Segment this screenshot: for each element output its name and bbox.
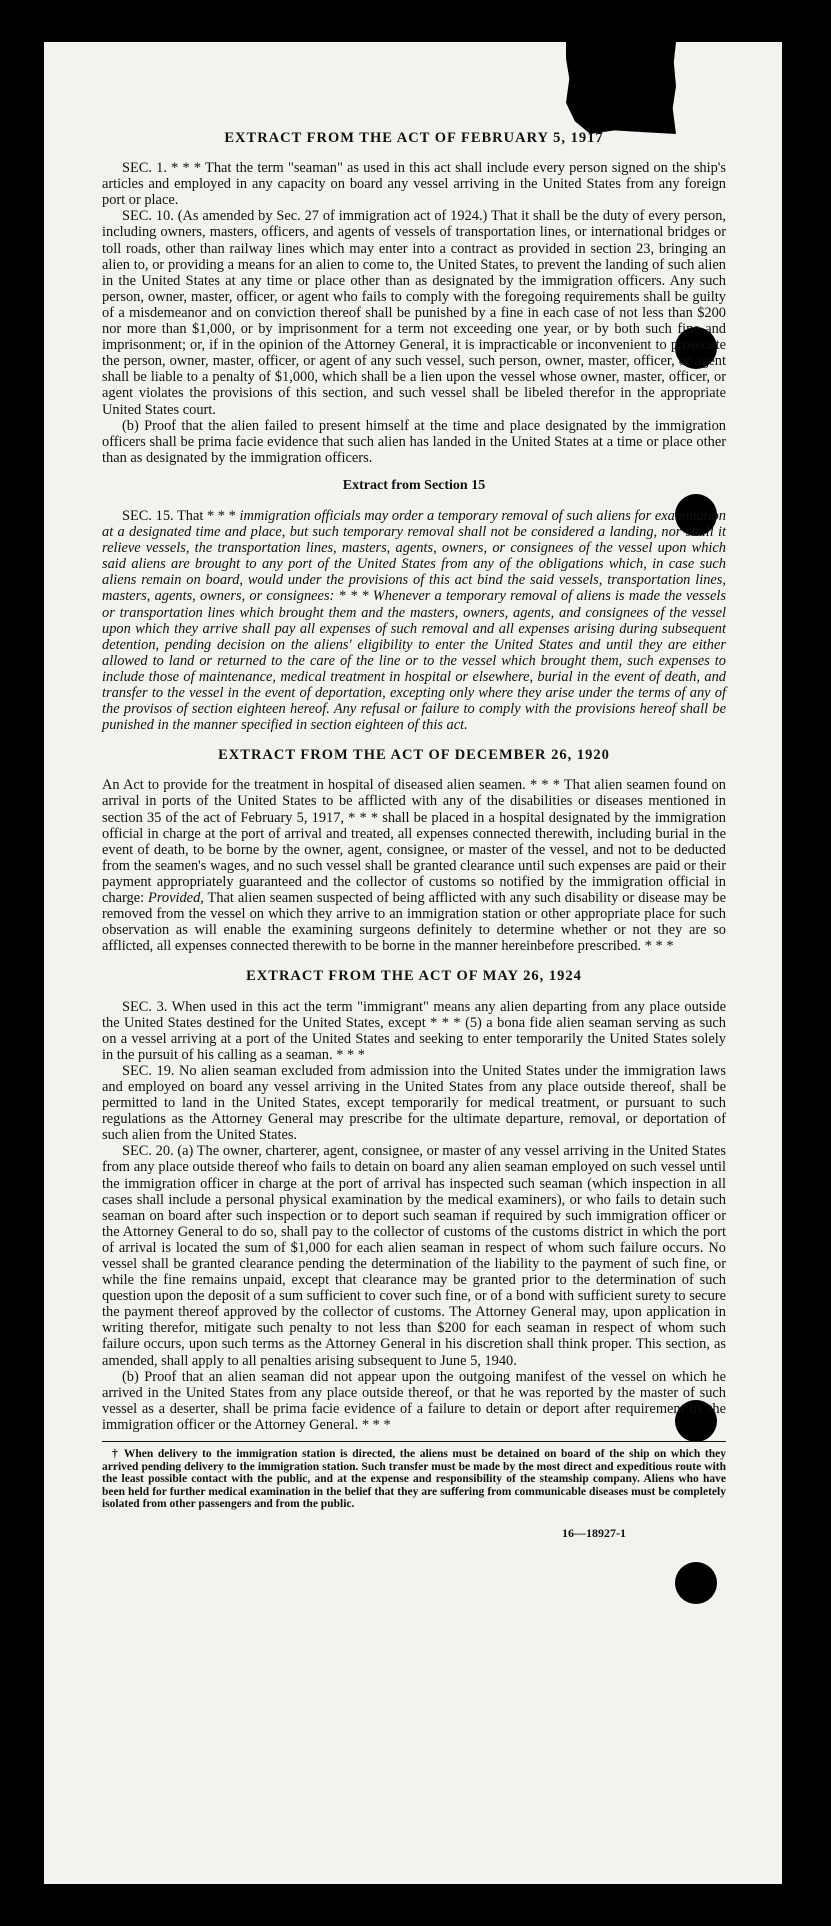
paragraph-sec-15 (102, 508, 726, 733)
act-1920-text-end: That alien seamen suspected of being afflicted with any such disability or disease may be removed from the vessel on which they arrive to an immigration station or other appropriate place for such observation as will enable the examining surgeons definitely to determine whether or not they are so afflicted, all expenses connected therewith to be borne in the manner hereinbefore prescribed. * * * (102, 890, 726, 955)
sec-15-lead: SEC. 15. That * * * (122, 507, 240, 524)
heading-act-1924: EXTRACT FROM THE ACT OF MAY 26, 1924 (246, 968, 582, 985)
paragraph-sec-3: SEC. 3. When used in this act the term "immigrant" means any alien departing from any place outside the United States destined for the United States, except * * * (5) a bona fide alien seaman serving as such on a vessel arriving at a port of the United States and seeking to enter temporarily the United States solely in the pursuit of his calling as a seaman. * * * (102, 998, 726, 1063)
paragraph-sec-10: SEC. 10. (As amended by Sec. 27 of immigration act of 1924.) That it shall be the duty of every person, including owners, masters, officers, and agents of vessels of transportation lines, or international bridges or toll roads, other than railway lines which may enter into a contract as provided in section 23, bringing an alien to, or providing a means for an alien to come to, the United States, to prevent the landing of such alien in the United States at any time or place other than as designated by the immigration officers. Any such person, owner, master, officer, or agent who fails to comply with the foregoing requirements shall be guilty of a misdemeanor and on conviction thereof shall be punished by a fine in each case of not less than $200 nor more than $1,000, or by imprisonment for a term not exceeding one year, or by both such fine and imprisonment; or, if in the opinion of the Attorney General, it is impracticable or inconvenient to prosecute the person, owner, master, officer, or agent of any such vessel, such person, owner, master, officer, or agent shall be liable to a penalty of $1,000, which shall be a lien upon the vessel whose owner, master, officer, or agent violates the provisions of this section, and such vessel shall be libeled therefor in the appropriate United States court. (102, 208, 726, 418)
punch-hole-4 (675, 1562, 717, 1604)
paragraph-act-1920 (102, 777, 726, 954)
paragraph-sec-1: SEC. 1. * * * That the term "seaman" as used in this act shall include every person signed on the ship's articles and employed in any capacity on board any vessel arriving in the United States from any foreign port or place. (102, 160, 726, 209)
document-page (44, 42, 782, 1884)
paragraph-sec-20-a: SEC. 20. (a) The owner, charterer, agent, consignee, or master of any vessel arriving in the United States from any place outside thereof who fails to detain on board any alien seaman employed on such vessel until the immigration officer in charge at the port of arrival has inspected such seaman (which inspection in all cases shall include a personal physical examination by the medical examiners), or who fails to detain such seaman on board after such inspection or to deport such seaman if required by such immigration officer or the Attorney General to do so, shall pay to the collector of customs of the customs district in which the port of arrival is located the sum of $1,000 for each alien seaman in respect of whom such failure occurs. No vessel shall be granted clearance pending the determination of the liability to the payment of such fine, or while the fine remains unpaid, except that clearance may be granted prior to the determination of such question upon the deposit of a sum sufficient to cover such fine, or of a bond with sufficient surety to secure the payment thereof approved by the collector of customs. The Attorney General may, upon application in writing therefor, mitigate such penalty to not less than $200 for each seaman in respect of whom such failure occurs, upon such terms as the Attorney General in his discretion shall think proper. This section, as amended, shall apply to all penalties arising subsequent to June 5, 1940. (102, 1143, 726, 1369)
act-1920-text: An Act to provide for the treatment in hospital of diseased alien seamen. * * * That alien seamen found on arrival in ports of the United States to be afflicted with any of the disabilities or diseases mentioned in section 35 of the act of February 5, 1917, * * * shall be placed in a hospital designated by the immigration official in charge at the port of arrival and treated, all expenses connected therewith, including burial in the event of death, to be borne by the owner, agent, consignee, or master of the vessel, and not to be deducted from the seamen's wages, and no such vessel shall be granted clearance until such expenses are paid or their payment appropriately guaranteed and the collector of customs so notified by the immigration official in charge: (102, 777, 726, 907)
document-body (102, 130, 726, 1541)
act-1920-provided: Provided, (148, 890, 204, 907)
torn-corner (566, 42, 676, 134)
heading-section-15: Extract from Section 15 (342, 477, 486, 493)
heading-act-1920: EXTRACT FROM THE ACT OF DECEMBER 26, 1920 (218, 747, 610, 764)
form-number: 16—18927-1 (562, 1526, 626, 1540)
paragraph-sec-20-b: (b) Proof that an alien seaman did not appear upon the outgoing manifest of the vessel on which he arrived in the United States from any place outside thereof, or that he was reported by the master of such vessel as a deserter, shall be prima facie evidence of a failure to detain or deport after requirement by the immigration officer or the Attorney General. * * * (102, 1368, 726, 1433)
paragraph-sec-19: SEC. 19. No alien seaman excluded from admission into the United States under the immigration laws and employed on board any vessel arriving in the United States from any place outside thereof, shall be permitted to land in the United States, except temporarily for medical treatment, or pursuant to such regulations as the Attorney General may prescribe for the ultimate departure, removal, or deportation of such alien from the United States. (102, 1062, 726, 1144)
heading-act-1917: EXTRACT FROM THE ACT OF FEBRUARY 5, 1917 (224, 130, 604, 146)
footnote-divider (102, 1441, 726, 1442)
footnote: † When delivery to the immigration station is directed, the aliens must be detained on board of the ship on which they arrived pending delivery to the immigration station. Such transfer must be made by the most direct and expeditious route with the least possible contact with the public, and at the expense and responsibility of the steamship company. Aliens who have been held for further medical examination in the belief that they are suffering from communicable diseases must be completely isolated from other passengers and from the public. (102, 1448, 726, 1511)
sec-15-italic-text: immigration officials may order a temporary removal of such aliens for examination at a designated time and place, but such temporary removal shall not be considered a landing, nor shall it relieve vessels, the transportation lines, masters, agents, owners, or consignees of the vessel upon which said aliens are brought to any port of the United States from any of the obligations which, in case such aliens remain on board, would under the provisions of this act bind the said vessels, transportation lines, masters, agents, owners, or consignees: * * * Whenever a temporary removal of aliens is made the vessels or transportation lines which brought them and the masters, owners, agents, and consignees of the vessel upon which they arrive shall pay all expenses of such removal and all expenses arising during subsequent detention, pending decision on the aliens' eligibility to enter the United States and until they are either allowed to land or returned to the care of the line or to the vessel which brought them, such expenses to include those of maintenance, medical treatment in hospital or elsewhere, burial in the event of death, and transfer to the vessel in the event of deportation, excepting only where they arise under the terms of any of the provisos of section eighteen hereof. Any refusal or failure to comply with the provisions hereof shall be punished in the manner specified in section eighteen of this act. (102, 507, 727, 734)
paragraph-sec-10-b: (b) Proof that the alien failed to present himself at the time and place designated by the immigration officers shall be prima facie evidence that such alien has landed in the United States at a time or place other than as designated by the immigration officers. (102, 417, 726, 466)
